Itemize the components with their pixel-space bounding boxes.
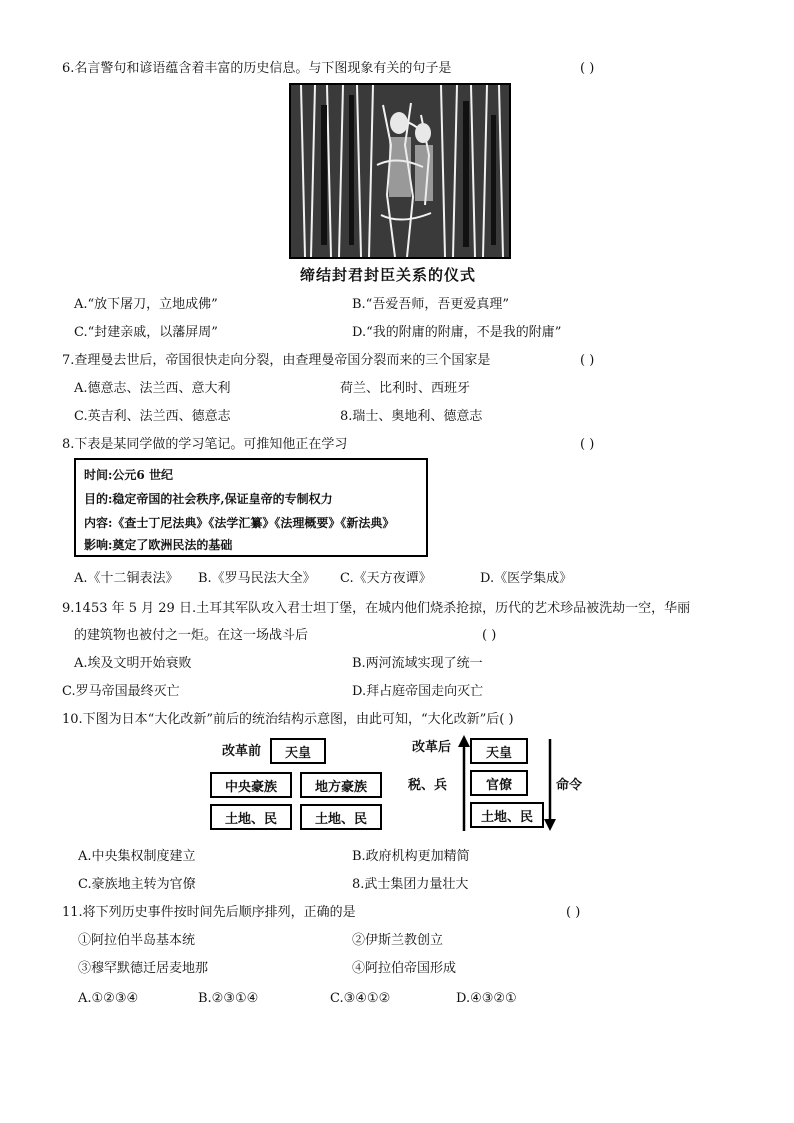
q9-stem-line1: 9.1453 年 5 月 29 日.土耳其军队攻入君士坦丁堡，在城内他们烧杀抢掠，历代的艺术珍品被洗劫一空，华丽 — [62, 601, 691, 616]
q9-answer-paren: ( ) — [482, 628, 497, 643]
diagram-after-emperor: 天皇 — [470, 738, 528, 764]
q6-option-c: C.“封建亲戚，以藩屏周” — [74, 325, 218, 340]
diagram-before-emperor: 天皇 — [270, 738, 326, 764]
q8-option-b: B.《罗马民法大全》 — [198, 571, 316, 586]
q6-option-a: A.“放下屠刀，立地成佛” — [74, 297, 218, 312]
up-arrow-icon — [458, 735, 470, 747]
q9-option-b: B.两河流域实现了统一 — [352, 656, 483, 671]
study-notes-box — [74, 458, 428, 557]
q9-option-c: C.罗马帝国最终灭亡 — [62, 684, 180, 699]
q8-option-c: C.《天方夜谭》 — [340, 571, 432, 586]
q11-option-a: A.①②③④ — [78, 991, 139, 1006]
diagram-local-clan: 地方豪族 — [300, 772, 382, 798]
q9-option-a: A.埃及文明开始衰败 — [74, 656, 192, 671]
q7-option-a: A.德意志、法兰西、意大利 — [74, 381, 231, 396]
diagram-before-land-people-1: 土地、民 — [210, 804, 292, 830]
q11-option-b: B.②③①④ — [198, 991, 259, 1006]
diagram-command-label: 命令 — [556, 778, 583, 793]
q10-stem: 10.下图为日本“大化改新”前后的统治结构示意图，由此可知，“大化改新”后( ) — [62, 712, 514, 727]
notes-time: 时间:公元6 世纪 — [84, 468, 173, 482]
q6-stem: 6.名言警句和谚语蕴含着丰富的历史信息。与下图现象有关的句子是 — [62, 61, 452, 76]
q7-answer-paren: ( ) — [580, 353, 595, 368]
q10-option-d: 8.武士集团力量壮大 — [352, 877, 469, 892]
q11-answer-paren: ( ) — [566, 905, 581, 920]
q10-option-c: C.豪族地主转为官僚 — [78, 877, 196, 892]
diagram-arrows — [452, 735, 562, 835]
diagram-before-land-people-2: 土地、民 — [300, 804, 382, 830]
q6-answer-paren: ( ) — [580, 61, 595, 76]
q6-option-d: D.“我的附庸的附庸，不是我的附庸” — [352, 325, 562, 340]
q11-event-1: ①阿拉伯半岛基本统 — [78, 933, 196, 948]
down-arrow-icon — [544, 819, 556, 831]
q8-option-a: A.《十二铜表法》 — [74, 571, 179, 586]
q10-option-b: B.政府机构更加精简 — [352, 849, 470, 864]
q6-option-b: B.“吾爱吾师，吾更爱真理” — [352, 297, 509, 312]
q8-stem: 8.下表是某同学做的学习笔记。可推知他正在学习 — [62, 437, 348, 452]
diagram-after-label: 改革后 — [412, 740, 452, 755]
q7-option-c: C.英吉利、法兰西、德意志 — [74, 409, 231, 424]
q11-option-d: D.④③②① — [456, 991, 517, 1006]
ceremony-engraving-image — [289, 83, 511, 259]
notes-purpose: 目的:稳定帝国的社会秩序,保证皇帝的专制权力 — [84, 492, 333, 506]
q11-event-2: ②伊斯兰教创立 — [352, 933, 444, 948]
q11-event-3: ③穆罕默德迁居麦地那 — [78, 961, 209, 976]
diagram-before-label: 改革前 — [222, 744, 262, 759]
engraving-caption: 缔结封君封臣关系的仪式 — [300, 266, 477, 284]
notes-content: 内容:《查士丁尼法典》《法学汇纂》《法理概要》《新法典》 — [84, 516, 395, 530]
q11-stem: 11.将下列历史事件按时间先后顺序排列，正确的是 — [62, 905, 356, 920]
q8-option-d: D.《医学集成》 — [480, 571, 573, 586]
notes-impact: 影响:奠定了欧洲民法的基础 — [84, 538, 233, 552]
q11-event-4: ④阿拉伯帝国形成 — [352, 961, 457, 976]
diagram-officials: 官僚 — [470, 770, 528, 796]
diagram-central-clan: 中央豪族 — [210, 772, 292, 798]
diagram-after-land-people: 土地、民 — [470, 802, 544, 828]
q7-option-b: 荷兰、比利时、西班牙 — [340, 381, 471, 396]
q7-stem: 7.查理曼去世后，帝国很快走向分裂，由查理曼帝国分裂而来的三个国家是 — [62, 353, 491, 368]
q8-answer-paren: ( ) — [580, 437, 595, 452]
q10-option-a: A.中央集权制度建立 — [78, 849, 196, 864]
q11-option-c: C.③④①② — [330, 991, 391, 1006]
q9-option-d: D.拜占庭帝国走向灭亡 — [352, 684, 484, 699]
diagram-tax-soldier-label: 税、兵 — [408, 778, 448, 793]
q9-stem-line2: 的建筑物也被付之一炬。在这一场战斗后 — [74, 628, 309, 643]
q7-option-d: 8.瑞士、奥地利、德意志 — [340, 409, 483, 424]
